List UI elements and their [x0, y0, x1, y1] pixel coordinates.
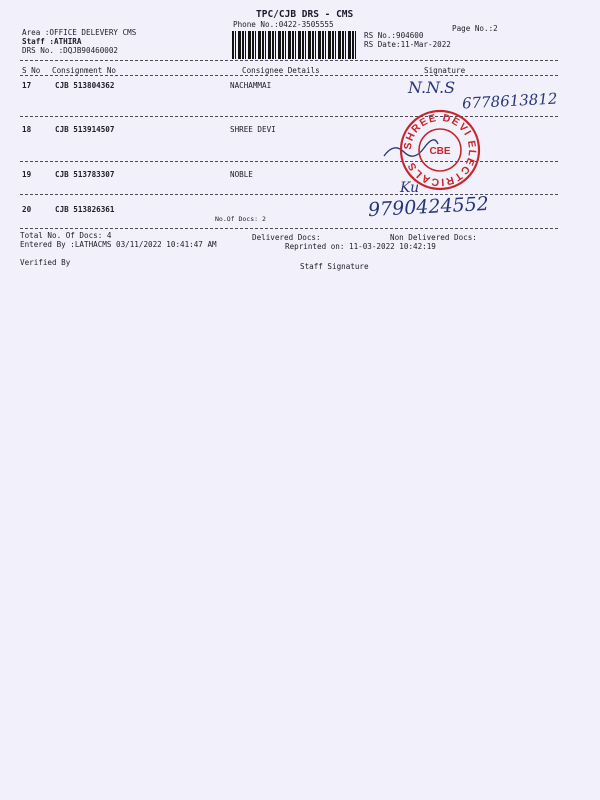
area-label: Area :OFFICE DELEVERY CMS [22, 28, 137, 37]
no-of-docs: No.Of Docs: 2 [215, 215, 266, 223]
row-17-sno: 17 [22, 81, 32, 90]
delivered-docs: Delivered Docs: [252, 233, 321, 242]
divider [20, 60, 558, 61]
col-signature: Signature [424, 66, 466, 75]
row-20-consignment: CJB 513826361 [55, 205, 115, 214]
col-sno: S No [22, 66, 41, 75]
document-title: TPC/CJB DRS - CMS [256, 9, 354, 20]
handwritten-phone: 6778613812 [461, 89, 558, 113]
divider [20, 75, 558, 76]
handwritten-signature: Ku [400, 180, 420, 196]
staff-signature: Staff Signature [300, 262, 369, 271]
stamp-ring-text: SHREE DEVI ELECTRICALS [401, 111, 479, 189]
handwritten-signature: N.N.S [408, 78, 456, 97]
staff-label: Staff :ATHIRA [22, 37, 82, 46]
row-17-consignment: CJB 513804362 [55, 81, 115, 90]
verified-by: Verified By [20, 258, 71, 267]
total-docs: Total No. Of Docs: 4 [20, 231, 112, 240]
row-18-sno: 18 [22, 125, 32, 134]
company-stamp [398, 108, 482, 192]
phone-number: Phone No.:0422-3505555 [233, 20, 334, 29]
row-18-consignee: SHREE DEVI [230, 125, 276, 134]
row-20-sno: 20 [22, 205, 32, 214]
row-19-sno: 19 [22, 170, 32, 179]
row-18-consignment: CJB 513914507 [55, 125, 115, 134]
barcode [232, 31, 356, 61]
row-19-consignment: CJB 513783307 [55, 170, 115, 179]
handwritten-phone: 9790424552 [367, 192, 490, 222]
rs-date: RS Date:11-Mar-2022 [364, 40, 451, 49]
non-delivered-docs: Non Delivered Docs: [390, 233, 477, 242]
rs-number: RS No.:904600 [364, 31, 424, 40]
page-number: Page No.:2 [452, 24, 498, 33]
row-17-consignee: NACHAMMAI [230, 81, 272, 90]
col-consignment: Consignment No [52, 66, 117, 75]
reprinted-on: Reprinted on: 11-03-2022 10:42:19 [285, 242, 436, 251]
stamp-center-text: CBE [429, 146, 451, 157]
row-19-consignee: NOBLE [230, 170, 253, 179]
col-consignee: Consignee Details [242, 66, 320, 75]
divider [20, 228, 558, 229]
entered-by: Entered By :LATHACMS 03/11/2022 10:41:47 AM [20, 240, 217, 249]
drs-number: DRS No. :DQJB90460002 [22, 46, 119, 55]
